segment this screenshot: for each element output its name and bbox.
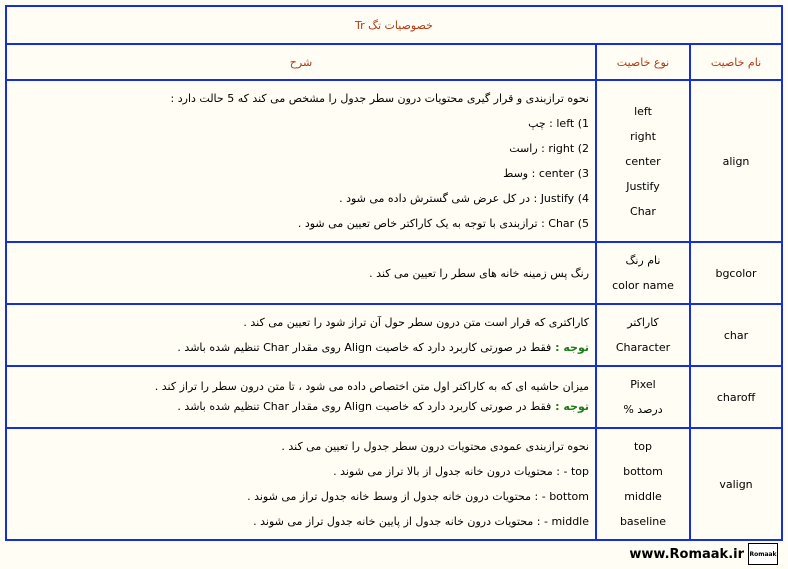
property-type-value: center — [625, 154, 661, 168]
description-line: کاراکتری که قرار است متن درون سطر حول آن تراز شود را تعیین می کند . — [243, 316, 589, 329]
property-type-value: Pixel — [630, 378, 656, 391]
description-line: 5) Char : ترازبندی با توجه به یک کاراکتر خاص تعیین می شود . — [297, 217, 589, 230]
property-type-value: نام رنگ — [625, 254, 661, 267]
table-body — [6, 80, 782, 540]
table-row — [6, 428, 782, 540]
table-row — [6, 366, 782, 428]
property-name: char — [690, 304, 782, 366]
property-type-value: درصد % — [623, 403, 663, 416]
description-line: bottom - : محتویات درون خانه جدول از وسط خانه جدول تراز می شوند . — [247, 490, 589, 503]
properties-table — [5, 5, 783, 541]
header-type: نوع خاصیت — [596, 44, 690, 80]
property-types — [596, 304, 690, 366]
table-title: خصوصیات تگ Tr — [6, 6, 782, 44]
footer — [629, 543, 778, 565]
property-name: bgcolor — [690, 242, 782, 304]
site-url[interactable]: www.Romaak.ir — [629, 546, 744, 562]
description-line: 4) Justify : در کل عرض شی گسترش داده می شود . — [339, 192, 589, 205]
description-line: middle - : محتویات درون خانه جدول از پایین خانه جدول تراز می شوند . — [253, 515, 589, 528]
description-line: top - : محتویات درون خانه جدول از بالا تراز می شوند . — [333, 465, 589, 478]
property-types — [596, 428, 690, 540]
property-name: valign — [690, 428, 782, 540]
property-type-value: Character — [615, 341, 671, 354]
table-row — [6, 242, 782, 304]
description-line: رنگ پس زمینه خانه های سطر را تعیین می کند . — [369, 266, 589, 280]
property-types — [596, 366, 690, 428]
note-line — [7, 335, 589, 360]
header-desc: شرح — [6, 44, 596, 80]
property-type-value: Char — [630, 204, 656, 218]
property-type-value: top — [633, 440, 653, 453]
note-text: فقط در صورتی کاربرد دارد که خاصیت Align روی مقدار Char تنظیم شده باشد . — [177, 400, 552, 413]
table-row — [6, 80, 782, 242]
property-description — [6, 366, 596, 428]
description-line: میزان حاشیه ای که به کاراکتر اول متن اختصاص داده می شود ، تا متن درون سطر را تراز کند . — [154, 380, 589, 393]
note-text: فقط در صورتی کاربرد دارد که خاصیت Align روی مقدار Char تنظیم شده باشد . — [177, 341, 552, 354]
property-type-value: middle — [624, 490, 662, 503]
property-types — [596, 80, 690, 242]
property-type-value: Justify — [626, 179, 660, 193]
note-label: توجه : — [551, 341, 589, 354]
property-description — [6, 80, 596, 242]
property-description — [6, 304, 596, 366]
property-type-value: bottom — [623, 465, 663, 478]
description-line: نحوه ترازبندی عمودی محتویات درون سطر جدول را تعیین می کند . — [281, 440, 589, 453]
property-type-value: کاراکتر — [627, 316, 659, 329]
description-line: 1) left : چپ — [528, 117, 589, 130]
property-type-value: color name — [612, 279, 674, 292]
property-name: align — [690, 80, 782, 242]
description-line: 3) center : وسط — [503, 167, 589, 180]
property-description — [6, 428, 596, 540]
table-row — [6, 304, 782, 366]
property-type-value: baseline — [619, 515, 667, 528]
header-name: نام خاصیت — [690, 44, 782, 80]
property-type-value: right — [630, 129, 656, 143]
site-logo-icon: Romaak — [748, 543, 778, 565]
property-types — [596, 242, 690, 304]
property-type-value: left — [634, 104, 652, 118]
title-row — [6, 6, 782, 44]
note-label: توجه : — [551, 400, 589, 413]
property-description — [6, 242, 596, 304]
note-line — [7, 397, 589, 417]
property-name: charoff — [690, 366, 782, 428]
description-line: 2) right : راست — [509, 142, 589, 155]
description-line: نحوه ترازبندی و قرار گیری محتویات درون سطر جدول را مشخص می کند که 5 حالت دارد : — [170, 92, 589, 105]
header-row — [6, 44, 782, 80]
